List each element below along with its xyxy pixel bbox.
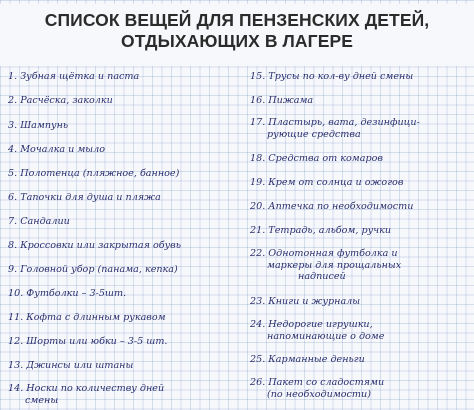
list-item-text: 20. Аптечка по необходимости — [250, 201, 414, 212]
list-item — [250, 71, 413, 83]
list-item-text: 6. Тапочки для душа и пляжа — [8, 192, 161, 203]
list-item-text: 7. Сандалии — [8, 216, 70, 227]
list-item-text: надписей — [298, 271, 346, 282]
list-item-text: 11. Кофта с длинным рукавом — [8, 312, 166, 323]
list-item — [250, 117, 420, 140]
list-item-text: 17. Пластырь, вата, дезинфици- — [250, 117, 420, 128]
list-item-text: 14. Носки по количеству дней — [8, 383, 165, 394]
list-item — [8, 360, 133, 372]
list-item-text: (по необходимости) — [267, 388, 371, 400]
list-item — [8, 192, 161, 204]
list-item — [8, 120, 68, 132]
list-item-text: 21. Тетрадь, альбом, ручки — [250, 225, 392, 236]
list-item-text: 4. Мочалка и мыло — [8, 144, 105, 155]
list-item — [8, 240, 181, 252]
list-item — [8, 312, 166, 324]
list-item-text: 23. Книги и журналы — [250, 296, 361, 307]
list-item — [250, 225, 391, 237]
list-item-text: 5. Полотенца (пляжное, банное) — [8, 168, 180, 179]
list-item-text: 9. Головной убор (панама, кепка) — [8, 264, 178, 275]
list-item-text: маркеры для прощальных — [267, 259, 402, 271]
list-item-text: 3. Шампунь — [8, 120, 69, 131]
title-line-1: СПИСОК ВЕЩЕЙ ДЛЯ ПЕНЗЕНСКИХ ДЕТЕЙ, — [44, 10, 430, 30]
list-item-text: смены — [25, 394, 59, 406]
list-item — [250, 354, 365, 366]
list-item — [250, 296, 360, 308]
list-item-text: 24. Недорогие игрушки, — [250, 319, 373, 330]
list-item — [250, 153, 383, 165]
list-item-text: 13. Джинсы или штаны — [8, 360, 134, 371]
list-item-text: 18. Средства от комаров — [250, 153, 383, 164]
list-item — [8, 144, 105, 156]
header — [0, 4, 474, 66]
list-item — [8, 264, 178, 276]
list-item-text: 12. Шорты или юбки – 3-5 шт. — [8, 336, 168, 347]
list-item-text: 10. Футболки – 3-5шт. — [8, 288, 127, 299]
list-item — [8, 336, 168, 348]
list-item-text: 16. Пижама — [250, 95, 314, 106]
list-item — [250, 377, 384, 400]
list-item-text: напоминающие о доме — [267, 330, 385, 342]
list-item — [250, 248, 401, 283]
list-item-text: 26. Пакет со сладостями — [250, 377, 385, 388]
list-item-text: рующие средства — [267, 128, 361, 140]
list-item-text: 1. Зубная щётка и паста — [8, 71, 140, 82]
list-item — [250, 319, 384, 342]
list-item-text: 22. Однотонная футболка и — [250, 248, 398, 259]
list-item — [250, 95, 313, 107]
list-item — [8, 216, 70, 228]
title-line-2: ОТДЫХАЮЩИХ В ЛАГЕРЕ — [120, 31, 354, 51]
list-item — [250, 201, 413, 213]
list-item-text: 2. Расчёска, заколки — [8, 95, 113, 106]
list-item-text: 19. Крем от солнца и ожогов — [250, 177, 404, 188]
list-item-text: 25. Карманные деньги — [250, 354, 365, 365]
list-item — [8, 71, 139, 83]
list-item-text: 15. Трусы по кол-ву дней смены — [250, 71, 414, 82]
list-item — [8, 95, 113, 107]
list-item-text: 8. Кроссовки или закрытая обувь — [8, 240, 181, 251]
list-item — [8, 288, 126, 300]
list-item — [8, 168, 179, 180]
list-item — [250, 177, 403, 189]
list-item — [8, 383, 164, 406]
